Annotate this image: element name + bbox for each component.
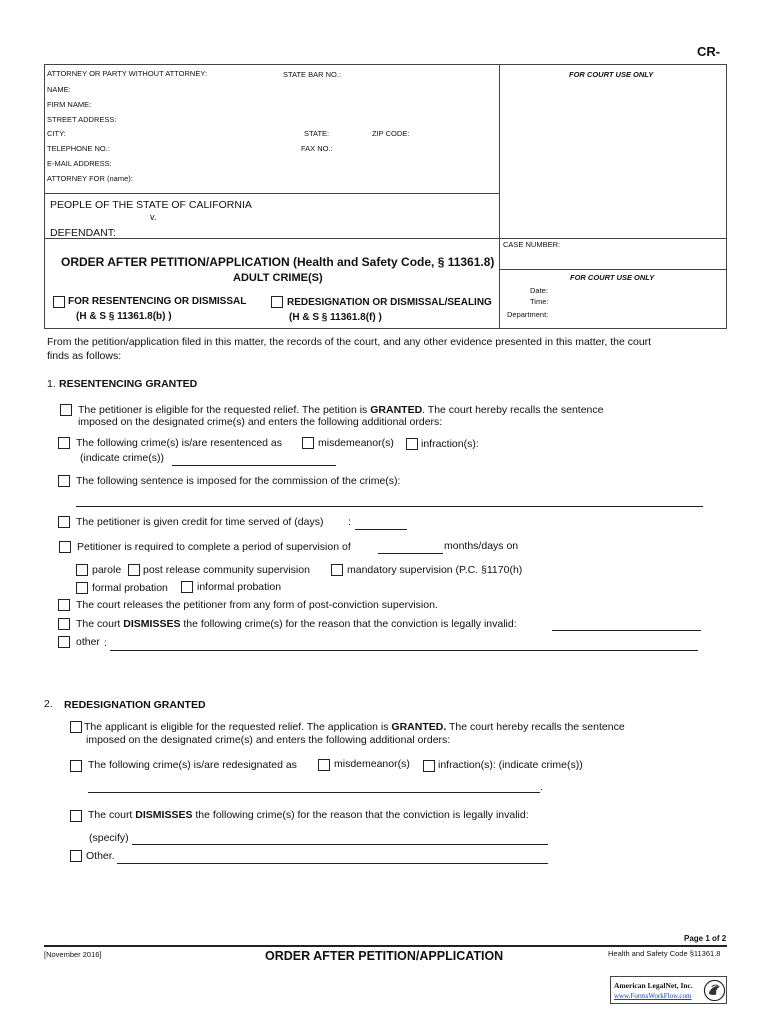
s1-informal-checkbox[interactable]: [181, 581, 193, 593]
s2-dismiss-checkbox[interactable]: [70, 810, 82, 822]
s1-release-text: The court releases the petitioner from any form of post-conviction supervision.: [76, 599, 438, 611]
s1-formal-checkbox[interactable]: [76, 582, 88, 594]
footer-code: Health and Safety Code §11361.8: [608, 949, 721, 958]
phone-label[interactable]: TELEPHONE NO.:: [47, 144, 110, 153]
s1-credit-field[interactable]: [355, 529, 407, 530]
attorney-for-label[interactable]: ATTORNEY FOR (name):: [47, 174, 133, 183]
s1-other-label: other: [76, 636, 100, 648]
s2-eligible-text-2: imposed on the designated crime(s) and enters the following additional orders:: [86, 734, 451, 746]
s1-dismiss-text: The court DISMISSES the following crime(s) for the reason that the conviction is legally invalid:: [76, 618, 517, 630]
resentencing-option-code: (H & S § 11361.8(b) ): [76, 311, 172, 322]
defendant-label[interactable]: DEFENDANT:: [50, 227, 116, 239]
s1-supervision-period-field[interactable]: [378, 553, 443, 554]
s2-crimes-field[interactable]: [88, 792, 540, 793]
s1-infraction-label: infraction(s):: [421, 438, 479, 450]
s1-credit-checkbox[interactable]: [58, 516, 70, 528]
intro-line-1: From the petition/application filed in this matter, the records of the court, and any other evidence presented in this matter, the court: [47, 336, 652, 348]
s1-misdemeanor-label: misdemeanor(s): [318, 437, 394, 449]
s1-mandatory-label: mandatory supervision (P.C. §1170(h): [347, 564, 523, 576]
s2-dismiss-text: The court DISMISSES the following crime(s) for the reason that the conviction is legally invalid:: [88, 809, 529, 821]
zip-label[interactable]: ZIP CODE:: [372, 129, 410, 138]
s1-resentenced-checkbox[interactable]: [58, 437, 70, 449]
s1-supervision-text: Petitioner is required to complete a period of supervision of: [77, 541, 351, 553]
resentencing-option-checkbox[interactable]: [53, 296, 65, 308]
s1-eligible-text: The petitioner is eligible for the requested relief. The petition is GRANTED. The court hereby recalls the sentence: [78, 404, 604, 416]
firm-label[interactable]: FIRM NAME:: [47, 100, 92, 109]
s2-other-checkbox[interactable]: [70, 850, 82, 862]
footer-date: [November 2016]: [44, 950, 102, 959]
s1-supervision-checkbox[interactable]: [59, 541, 71, 553]
resentencing-option-label: FOR RESENTENCING OR DISMISSAL: [68, 296, 247, 307]
s1-credit-colon: :: [348, 516, 351, 528]
hearing-time-label[interactable]: Time:: [530, 297, 549, 306]
section-2-number: 2.: [44, 698, 53, 710]
s1-indicate-label: (indicate crime(s)): [80, 452, 165, 464]
s1-sentence-field[interactable]: [76, 506, 703, 507]
intro-line-2: finds as follows:: [47, 350, 122, 362]
section-2-title: REDESIGNATION GRANTED: [64, 699, 206, 711]
city-label[interactable]: CITY:: [47, 129, 66, 138]
redesignation-option-code: (H & S § 11361.8(f) ): [289, 312, 382, 323]
s2-other-field[interactable]: [117, 863, 548, 864]
s1-informal-label: informal probation: [197, 581, 282, 593]
s2-redesignated-text: The following crime(s) is/are redesignated as: [88, 759, 297, 771]
court-use-label: FOR COURT USE ONLY: [569, 70, 654, 79]
people-label: PEOPLE OF THE STATE OF CALIFORNIA: [50, 199, 252, 211]
s2-infraction-checkbox[interactable]: [423, 760, 435, 772]
s1-sentence-checkbox[interactable]: [58, 475, 70, 487]
s1-misdemeanor-checkbox[interactable]: [302, 437, 314, 449]
s1-supervision-suffix: months/days on: [444, 540, 519, 552]
s1-eligible-checkbox[interactable]: [60, 404, 72, 416]
s1-formal-label: formal probation: [92, 582, 168, 594]
hearing-date-label[interactable]: Date:: [530, 286, 548, 295]
s2-infraction-label: infraction(s): (indicate crime(s)): [438, 759, 583, 771]
s1-prcs-checkbox[interactable]: [128, 564, 140, 576]
s2-specify-label: (specify): [89, 832, 129, 844]
s1-dismiss-checkbox[interactable]: [58, 618, 70, 630]
s1-other-field[interactable]: [110, 650, 698, 651]
case-number-label[interactable]: CASE NUMBER:: [503, 240, 561, 249]
publisher-logo-icon: [703, 979, 726, 1002]
s1-parole-checkbox[interactable]: [76, 564, 88, 576]
redesignation-option-checkbox[interactable]: [271, 296, 283, 308]
s2-redesignated-checkbox[interactable]: [70, 760, 82, 772]
s2-specify-field[interactable]: [132, 844, 548, 845]
email-label[interactable]: E-MAIL ADDRESS:: [47, 159, 112, 168]
s1-other-checkbox[interactable]: [58, 636, 70, 648]
s1-dismiss-field[interactable]: [552, 630, 701, 631]
s1-release-checkbox[interactable]: [58, 599, 70, 611]
form-title: ORDER AFTER PETITION/APPLICATION (Health and Safety Code, § 11361.8): [61, 255, 495, 269]
state-bar-label: STATE BAR NO.:: [283, 70, 342, 79]
s1-sentence-text: The following sentence is imposed for the commission of the crime(s):: [76, 475, 401, 487]
s1-resentenced-text: The following crime(s) is/are resentenced as: [76, 437, 283, 449]
s2-other-label: Other.: [86, 850, 115, 862]
fax-label[interactable]: FAX NO.:: [301, 144, 333, 153]
s2-crimes-period: .: [540, 781, 543, 793]
page-number: Page 1 of 2: [684, 934, 727, 943]
name-label[interactable]: NAME:: [47, 85, 71, 94]
s1-mandatory-checkbox[interactable]: [331, 564, 343, 576]
form-number: CR-: [697, 44, 721, 59]
s1-credit-text: The petitioner is given credit for time served of (days): [76, 516, 324, 528]
publisher-url[interactable]: www.FormsWorkFlow.com: [614, 992, 692, 1000]
s1-prcs-label: post release community supervision: [143, 564, 310, 576]
publisher-name: American LegalNet, Inc.: [614, 981, 693, 990]
department-label[interactable]: Department:: [507, 310, 549, 319]
s2-misdemeanor-checkbox[interactable]: [318, 759, 330, 771]
state-label[interactable]: STATE:: [304, 129, 330, 138]
s1-other-colon: :: [104, 637, 107, 649]
footer-title: ORDER AFTER PETITION/APPLICATION: [265, 949, 504, 963]
versus-label: v.: [150, 212, 157, 222]
s1-parole-label: parole: [92, 564, 122, 576]
s2-eligible-text: The applicant is eligible for the requested relief. The application is GRANTED. The court hereby recalls the sentence: [84, 721, 625, 733]
footer-rule: [44, 945, 727, 947]
s2-misdemeanor-label: misdemeanor(s): [334, 758, 410, 770]
s2-eligible-checkbox[interactable]: [70, 721, 82, 733]
court-use-label-2: FOR COURT USE ONLY: [570, 273, 655, 282]
section-1-number: 1.: [47, 378, 56, 390]
section-1-title: RESENTENCING GRANTED: [59, 378, 198, 390]
form-subtitle: ADULT CRIME(S): [233, 272, 323, 284]
attorney-label: ATTORNEY OR PARTY WITHOUT ATTORNEY:: [47, 69, 208, 78]
publisher-box: [610, 976, 727, 1004]
s1-infraction-checkbox[interactable]: [406, 438, 418, 450]
street-label[interactable]: STREET ADDRESS:: [47, 115, 117, 124]
redesignation-option-label: REDESIGNATION OR DISMISSAL/SEALING: [287, 297, 492, 308]
s1-indicate-field[interactable]: [172, 465, 336, 466]
court-use-box: [499, 64, 727, 239]
s1-eligible-text-2: imposed on the designated crime(s) and enters the following additional orders:: [78, 416, 443, 428]
